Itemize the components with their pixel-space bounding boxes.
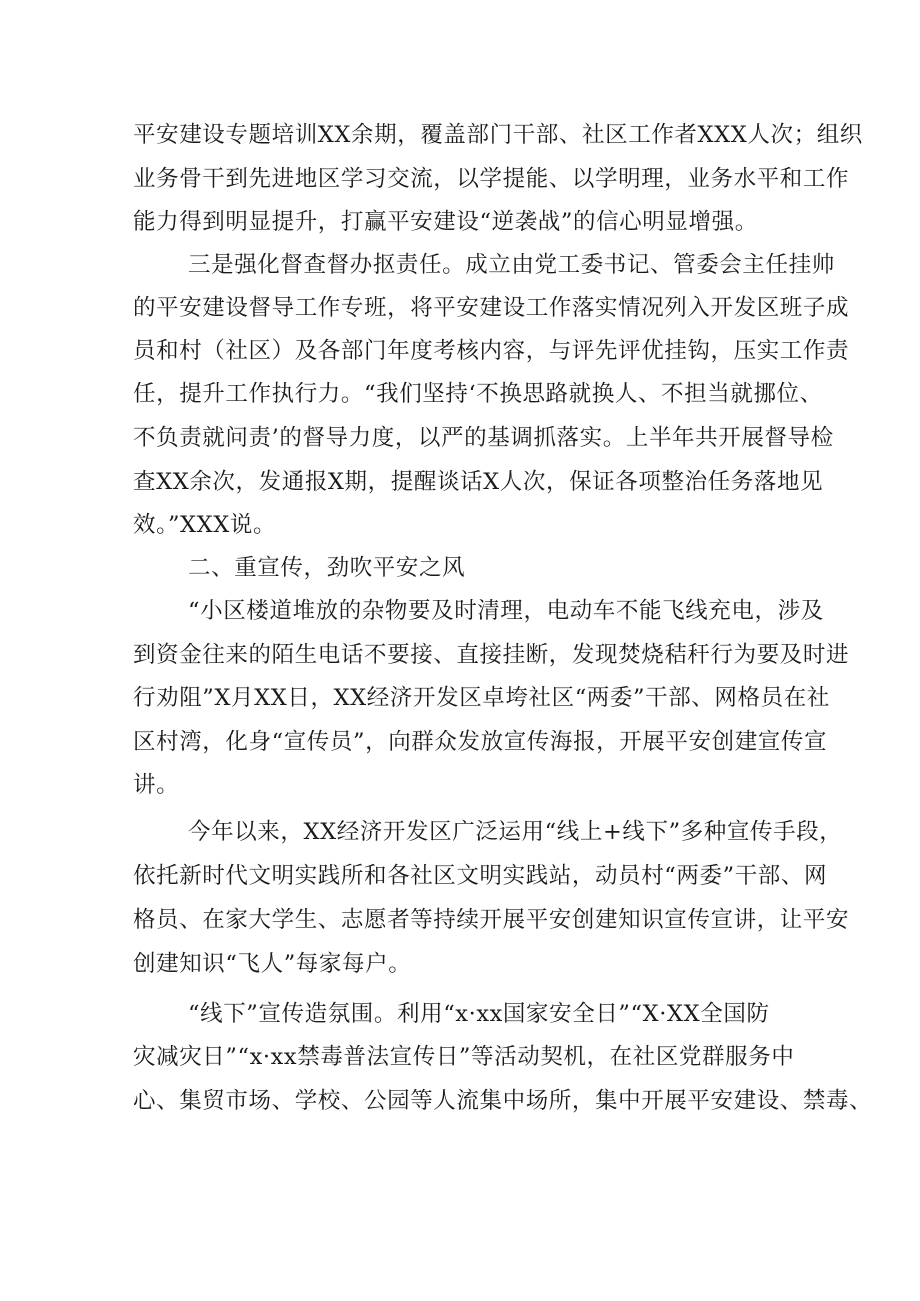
text-line: 行劝阻”X月XX日，XX经济开发区卓垮社区“两委”干部、网格员在社 (133, 685, 830, 711)
text-line: 到资金往来的陌生电话不要接、直接挂断，发现焚烧秸秆行为要及时进 (133, 642, 850, 668)
text-line: 心、集贸市场、学校、公园等人流集中场所，集中开展平安建设、禁毒、 (133, 1088, 873, 1114)
text-line: 创建知识“飞人”每家每户。 (133, 951, 412, 977)
text-line: 的平安建设督导工作专班，将平安建设工作落实情况列入开发区班子成 (133, 295, 850, 321)
text-line: 今年以来，XX经济开发区广泛运用“线上+线下”多种宣传手段， (188, 819, 843, 845)
section-heading: 二、重宣传，劲吹平安之风 (188, 555, 466, 581)
text-line: 平安建设专题培训XX余期，覆盖部门干部、社区工作者XXX人次；组织 (133, 122, 863, 148)
text-line: 灾减灾日”“x·xx禁毒普法宣传日”等活动契机，在社区党群服务中 (133, 1044, 795, 1070)
text-line: 任，提升工作执行力。“我们坚持‘不换思路就换人、不担当就挪位、 (133, 381, 823, 407)
text-line: “线下”宣传造氛围。利用“x·xx国家安全日”“X·XX全国防 (188, 1001, 770, 1027)
text-line: 查XX余次，发通报X期，提醒谈话X人次，保证各项整治任务落地见 (133, 469, 824, 495)
text-line: 三是强化督查督办抠责任。成立由党工委书记、管委会主任挂帅 (188, 252, 835, 278)
text-line: 格员、在家大学生、志愿者等持续开展平安创建知识宣传宣讲，让平安 (133, 907, 850, 933)
text-line: “小区楼道堆放的杂物要及时清理，电动车不能飞线充电，涉及 (188, 598, 824, 624)
text-line: 业务骨干到先进地区学习交流，以学提能、以学明理，业务水平和工作 (133, 166, 850, 192)
text-line: 能力得到明显提升，打赢平安建设“逆袭战”的信心明显增强。 (133, 209, 758, 235)
text-line: 区村湾，化身“宣传员”，向群众发放宣传海报，开展平安创建宣传宣 (133, 729, 828, 755)
text-line: 依托新时代文明实践所和各社区文明实践站，动员村“两委”干部、网 (133, 863, 828, 889)
text-line: 效。”XXX说。 (133, 512, 277, 538)
text-line: 不负责就问责’的督导力度，以严的基调抓落实。上半年共开展督导检 (133, 425, 834, 451)
text-line: 讲。 (133, 772, 180, 798)
text-line: 员和村（社区）及各部门年度考核内容，与评先评优挂钩，压实工作责 (133, 338, 850, 364)
